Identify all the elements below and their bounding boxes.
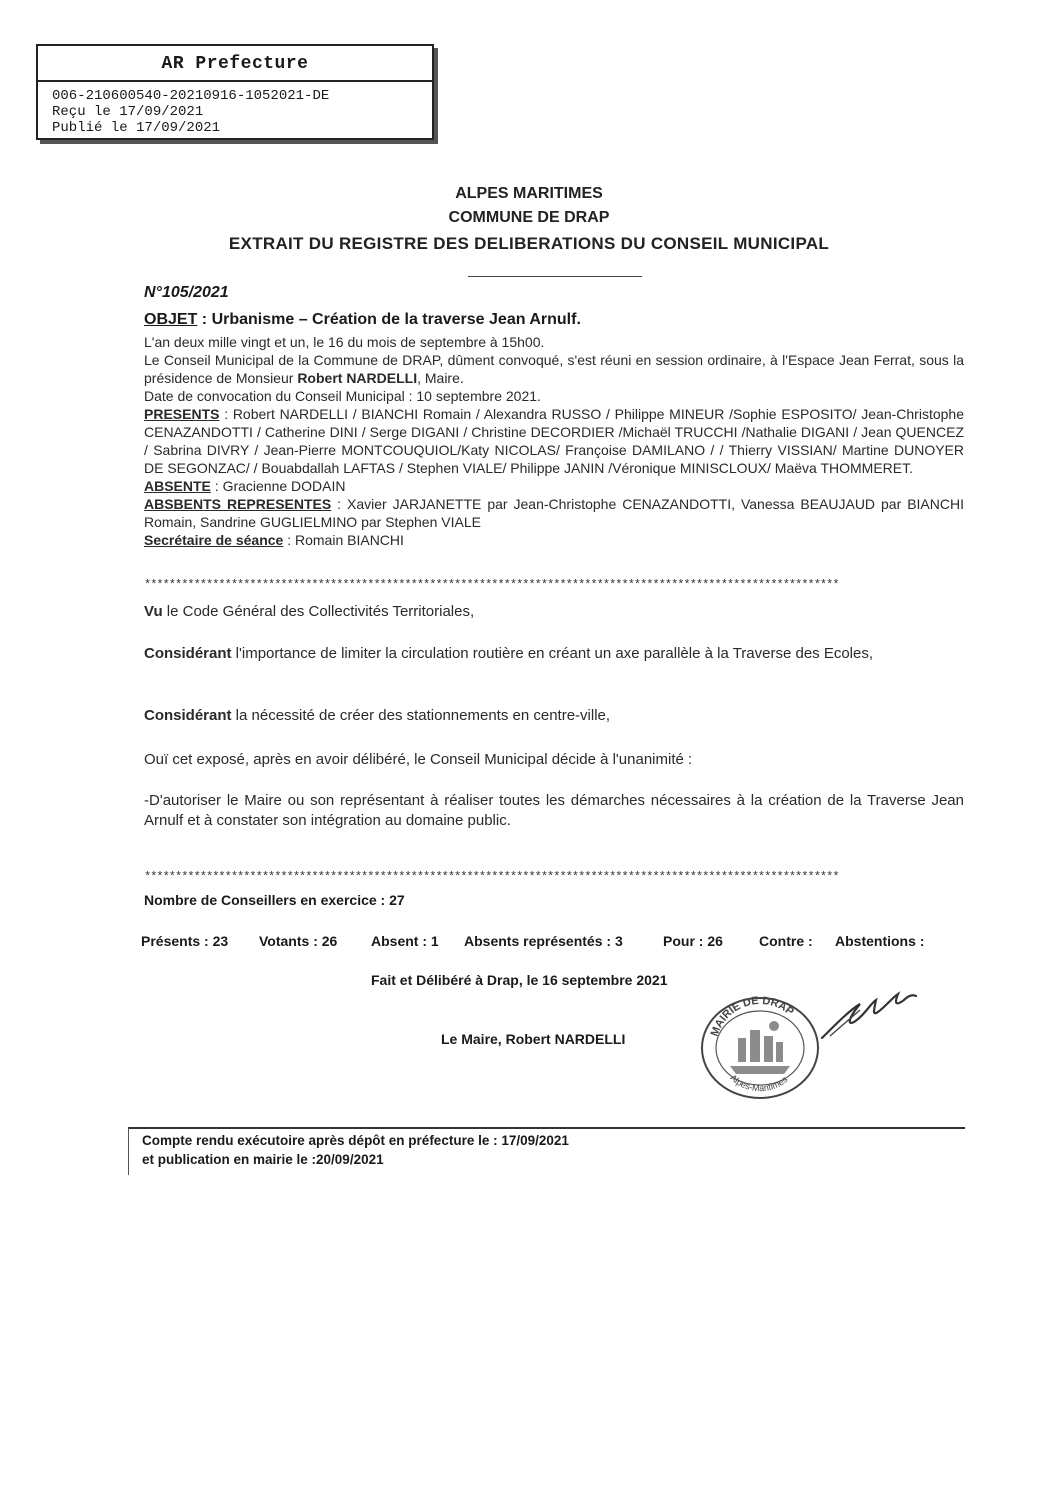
stamp-published-date: Publié le 17/09/2021 [52,120,221,136]
fait-et-delibere: Fait et Délibéré à Drap, le 16 septembre 2021 [371,972,668,988]
presents-list [144,405,964,477]
presents-names: : Robert NARDELLI / BIANCHI Romain / Alexandra RUSSO / Philippe MINEUR /Sophie ESPOSITO/ Jean-Christophe CENAZANDOTTI / Catherine DINI / Serge DIGANI / Christine DECORDIER /Michaël TRUCCHI /Nathalie DIGANI / Jean QUENCEZ / Sabrina DIVRY / Jean-Pierre MONTCOUQUIOL/Katy NICOLAS/ Françoise DAMILANO / / Thierry VISSIAN/ Martine DUNOYER DE SEGONZAC/ / Bouabdallah LAFTAS / Stephen VIALE/ Philippe JANIN /Véronique MINISCLOUX/ Maëva THOMMERET. [144,406,964,476]
visa-text: le Code Général des Collectivités Territoriales, [162,603,475,620]
stamp-reference: 006-210600540-20210916-1052021-DE [52,88,330,104]
considerant-paragraph-1 [144,644,964,664]
absents-representes-label: ABSBENTS REPRESENTES [144,496,332,512]
absente-label: ABSENTE [144,478,211,494]
deliberation-object [144,311,581,329]
secretaire-name: : Romain BIANCHI [283,532,404,548]
objet-label: OBJET [144,311,198,328]
separator-stars-top: **************************************************************************************************************** [144,579,839,591]
nb-conseillers: Nombre de Conseillers en exercice : 27 [144,892,405,908]
session-text-a: Le Conseil Municipal de la Commune de DRAP, dûment convoqué, s'est réuni en session ordinaire, à l'Espace Jean Ferrat, sous la présidence de Monsieur [144,352,964,386]
vote-pour: Pour : 26 [663,933,723,949]
vote-absents-representes: Absents représentés : 3 [464,933,623,949]
session-date: L'an deux mille vingt et un, le 16 du mois de septembre à 15h00. [144,334,545,350]
considerant-keyword-2: Considérant [144,707,232,724]
absents-representes-line [144,495,964,531]
session-details [144,333,964,549]
handwritten-signature-icon [820,986,920,1046]
header-rule [468,276,642,277]
absents-representes-names: : Xavier JARJANETTE par Jean-Christophe CENAZANDOTTI, Vanessa BEAUJAUD par BIANCHI Romain, Sandrine GUGLIELMINO par Stephen VIALE [144,496,964,530]
seal-bottom-text: Alpes-Maritimes [728,1072,790,1094]
decision-paragraph: -D'autoriser le Maire ou son représentant à réaliser toutes les démarches nécessaires à la création de la Traverse Jean Arnulf et à constater son intégration au domaine public. [144,792,964,829]
presents-label: PRESENTS [144,406,220,422]
vote-votants: Votants : 26 [259,933,338,949]
vote-abstentions: Abstentions : [835,933,925,949]
mayor-signature-line: Le Maire, Robert NARDELLI [441,1031,626,1047]
executoire-publication: et publication en mairie le :20/09/2021 [142,1152,384,1167]
mairie-seal-icon [694,990,826,1102]
ar-prefecture-stamp [36,44,434,140]
convocation-date: Date de convocation du Conseil Municipal : 10 septembre 2021. [144,388,541,404]
considerant-text-1: l'importance de limiter la circulation routière en créant un axe parallèle à la Traverse des Ecoles, [231,645,874,662]
objet-text: : Urbanisme – Création de la traverse Jean Arnulf. [197,311,581,328]
considerant-paragraph-2 [144,706,964,726]
mayor-name: Robert NARDELLI [297,370,418,386]
considerant-keyword-1: Considérant [144,645,232,662]
stamp-lines [52,88,329,136]
vote-presents: Présents : 23 [141,933,229,949]
considerant-text-2: la nécessité de créer des stationnements en centre-ville, [231,707,611,724]
stamp-title: AR Prefecture [161,54,309,74]
seal-top-text: MAIRIE DE DRAP [708,994,796,1039]
svg-text:Alpes-Maritimes [728,1072,790,1093]
secretaire-label: Secrétaire de séance [144,532,284,548]
vote-absent: Absent : 1 [371,933,439,949]
session-text-b: , Maire. [417,370,464,386]
separator-stars-bottom: **************************************************************************************************************** [144,871,839,883]
stamp-received-date: Reçu le 17/09/2021 [52,104,204,120]
absente-name: : Gracienne DODAIN [210,478,346,494]
executoire-prefecture: Compte rendu exécutoire après dépôt en préfecture le : 17/09/2021 [142,1133,569,1148]
session-convocation-text [144,351,964,387]
header-department: ALPES MARITIMES [455,185,603,202]
header-extrait: EXTRAIT DU REGISTRE DES DELIBERATIONS DU CONSEIL MUNICIPAL [228,234,830,253]
visa-keyword: Vu [144,603,163,620]
vote-contre: Contre : [759,933,813,949]
deliberation-statement: Ouï cet exposé, après en avoir délibéré, le Conseil Municipal décide à l'unanimité : [144,751,693,768]
secretaire-line [144,531,964,549]
deliberation-number: N°105/2021 [144,284,229,301]
stamp-divider [38,80,432,82]
header-commune: COMMUNE DE DRAP [448,209,610,226]
visa-paragraph [144,602,964,622]
absente-line [144,477,964,495]
